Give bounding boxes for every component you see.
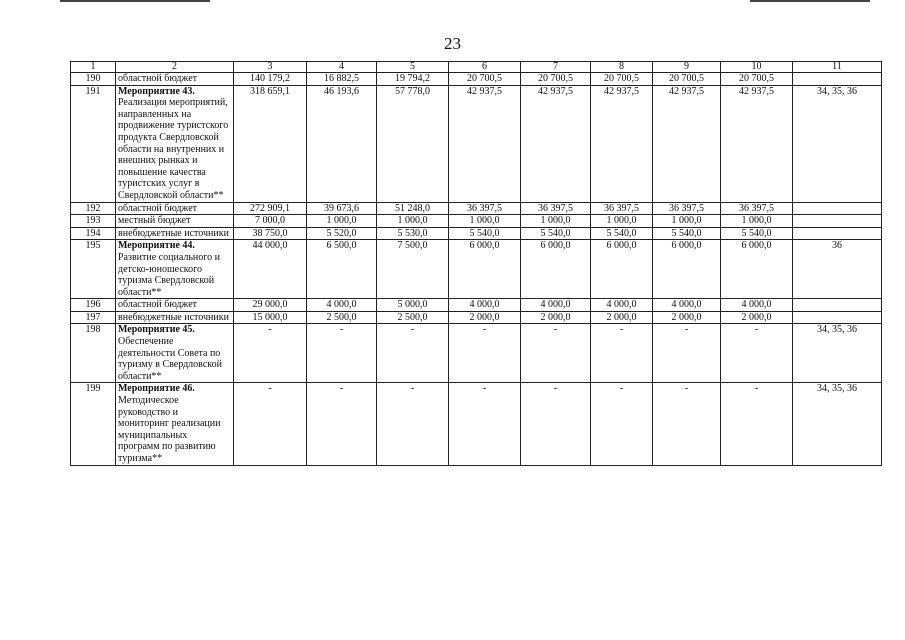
value-cell: 318 659,1 [234,85,307,202]
value-cell: 36 397,5 [591,202,653,215]
value-cell: 57 778,0 [377,85,449,202]
value-cell: 36 397,5 [721,202,793,215]
measure-title: Мероприятие 45. [118,324,195,336]
target-indicator-ref [793,215,882,228]
value-cell: 36 397,5 [521,202,591,215]
column-header: 11 [793,62,882,73]
value-cell: - [721,383,793,465]
value-cell: 4 000,0 [653,299,721,312]
target-indicator-ref: 34, 35, 36 [793,85,882,202]
value-cell: 42 937,5 [721,85,793,202]
page-number: 23 [444,34,461,53]
table-row [71,85,882,202]
value-cell: 20 700,5 [653,73,721,86]
row-name: Реализация мероприятий, направленных на продвижение туристского продукта Свердловской области на внутренних и внешних рынках и повышение качества туристских услуг в Свердловской области** [118,97,229,201]
value-cell: 16 882,5 [307,73,377,86]
row-name: Обеспечение деятельности Совета по туризму в Свердловской области** [118,336,222,382]
row-name-cell [116,215,234,228]
target-indicator-ref [793,299,882,312]
row-number: 191 [71,85,116,202]
column-header: 1 [71,62,116,73]
row-name: местный бюджет [118,215,191,227]
value-cell: 7 000,0 [234,215,307,228]
column-number-header-row [71,62,882,73]
value-cell: 5 540,0 [449,227,521,240]
table-row [71,299,882,312]
row-name: областной бюджет [118,299,198,311]
table-row [71,73,882,86]
value-cell: 2 500,0 [307,311,377,324]
value-cell: - [377,383,449,465]
table-row [71,311,882,324]
table-row [71,383,882,465]
row-name-cell [116,240,234,299]
value-cell: - [449,383,521,465]
row-name-cell [116,311,234,324]
value-cell: 29 000,0 [234,299,307,312]
value-cell: 6 000,0 [721,240,793,299]
value-cell: 6 500,0 [307,240,377,299]
value-cell: - [591,324,653,383]
value-cell: - [653,324,721,383]
value-cell: 42 937,5 [591,85,653,202]
table-row [71,227,882,240]
value-cell: 42 937,5 [521,85,591,202]
row-number: 197 [71,311,116,324]
target-indicator-ref: 34, 35, 36 [793,383,882,465]
column-header: 8 [591,62,653,73]
value-cell: - [234,383,307,465]
value-cell: 6 000,0 [591,240,653,299]
table-row [71,215,882,228]
value-cell: 6 000,0 [449,240,521,299]
value-cell: 4 000,0 [307,299,377,312]
measure-title: Мероприятие 43. [118,85,195,97]
measure-title: Мероприятие 44. [118,240,195,252]
row-number: 196 [71,299,116,312]
value-cell: 6 000,0 [521,240,591,299]
value-cell: 42 937,5 [449,85,521,202]
value-cell: 6 000,0 [653,240,721,299]
value-cell: 4 000,0 [721,299,793,312]
value-cell: 15 000,0 [234,311,307,324]
target-indicator-ref [793,227,882,240]
value-cell: - [521,324,591,383]
value-cell: - [307,324,377,383]
value-cell: 5 540,0 [721,227,793,240]
value-cell: 2 000,0 [653,311,721,324]
column-header: 2 [116,62,234,73]
row-name: внебюджетные источники [118,311,229,323]
target-indicator-ref: 34, 35, 36 [793,324,882,383]
value-cell: 1 000,0 [721,215,793,228]
row-name: внебюджетные источники [118,227,229,239]
row-name-cell [116,202,234,215]
value-cell: - [449,324,521,383]
table-row [71,324,882,383]
value-cell: 2 000,0 [449,311,521,324]
row-name-cell [116,299,234,312]
value-cell: 1 000,0 [521,215,591,228]
measure-title: Мероприятие 46. [118,383,195,395]
row-number: 190 [71,73,116,86]
row-name: областной бюджет [118,202,198,214]
value-cell: 4 000,0 [521,299,591,312]
row-name-cell [116,324,234,383]
value-cell: 5 540,0 [521,227,591,240]
table-row [71,240,882,299]
value-cell: 19 794,2 [377,73,449,86]
column-header: 3 [234,62,307,73]
row-number: 195 [71,240,116,299]
value-cell: 36 397,5 [449,202,521,215]
row-name-cell [116,383,234,465]
value-cell: 38 750,0 [234,227,307,240]
value-cell: 5 000,0 [377,299,449,312]
value-cell: 42 937,5 [653,85,721,202]
target-indicator-ref [793,202,882,215]
value-cell: 20 700,5 [521,73,591,86]
row-number: 194 [71,227,116,240]
value-cell: 5 540,0 [653,227,721,240]
value-cell: - [721,324,793,383]
budget-table [70,61,882,466]
target-indicator-ref [793,73,882,86]
value-cell: 4 000,0 [591,299,653,312]
value-cell: 1 000,0 [653,215,721,228]
row-number: 199 [71,383,116,465]
row-number: 192 [71,202,116,215]
value-cell: 1 000,0 [449,215,521,228]
value-cell: 7 500,0 [377,240,449,299]
target-indicator-ref [793,311,882,324]
value-cell: 39 673,6 [307,202,377,215]
value-cell: - [377,324,449,383]
value-cell: 1 000,0 [591,215,653,228]
value-cell: 20 700,5 [591,73,653,86]
column-header: 5 [377,62,449,73]
value-cell: 51 248,0 [377,202,449,215]
value-cell: 5 530,0 [377,227,449,240]
value-cell: 140 179,2 [234,73,307,86]
value-cell: 20 700,5 [721,73,793,86]
row-name-cell [116,227,234,240]
scan-edge-line-left [60,0,210,2]
column-header: 7 [521,62,591,73]
value-cell: 20 700,5 [449,73,521,86]
column-header: 4 [307,62,377,73]
column-header: 6 [449,62,521,73]
target-indicator-ref: 36 [793,240,882,299]
row-name: Развитие социального и детско-юношеского туризма Свердловской области** [118,251,220,298]
value-cell: 1 000,0 [307,215,377,228]
column-header: 9 [653,62,721,73]
row-number: 193 [71,215,116,228]
row-name: областной бюджет [118,73,198,84]
row-name: Методическое руководство и мониторинг реализации муниципальных программ по развитию туризма** [118,395,221,464]
value-cell: 46 193,6 [307,85,377,202]
value-cell: 272 909,1 [234,202,307,215]
table-row [71,202,882,215]
value-cell: 5 540,0 [591,227,653,240]
value-cell: - [307,383,377,465]
scan-edge-line-right [750,0,870,2]
value-cell: 2 000,0 [521,311,591,324]
value-cell: - [521,383,591,465]
row-name-cell [116,85,234,202]
value-cell: 2 500,0 [377,311,449,324]
value-cell: 5 520,0 [307,227,377,240]
value-cell: 44 000,0 [234,240,307,299]
value-cell: 1 000,0 [377,215,449,228]
value-cell: - [591,383,653,465]
value-cell: 4 000,0 [449,299,521,312]
value-cell: 2 000,0 [721,311,793,324]
value-cell: - [234,324,307,383]
value-cell: - [653,383,721,465]
value-cell: 2 000,0 [591,311,653,324]
value-cell: 36 397,5 [653,202,721,215]
column-header: 10 [721,62,793,73]
row-number: 198 [71,324,116,383]
row-name-cell [116,73,234,86]
